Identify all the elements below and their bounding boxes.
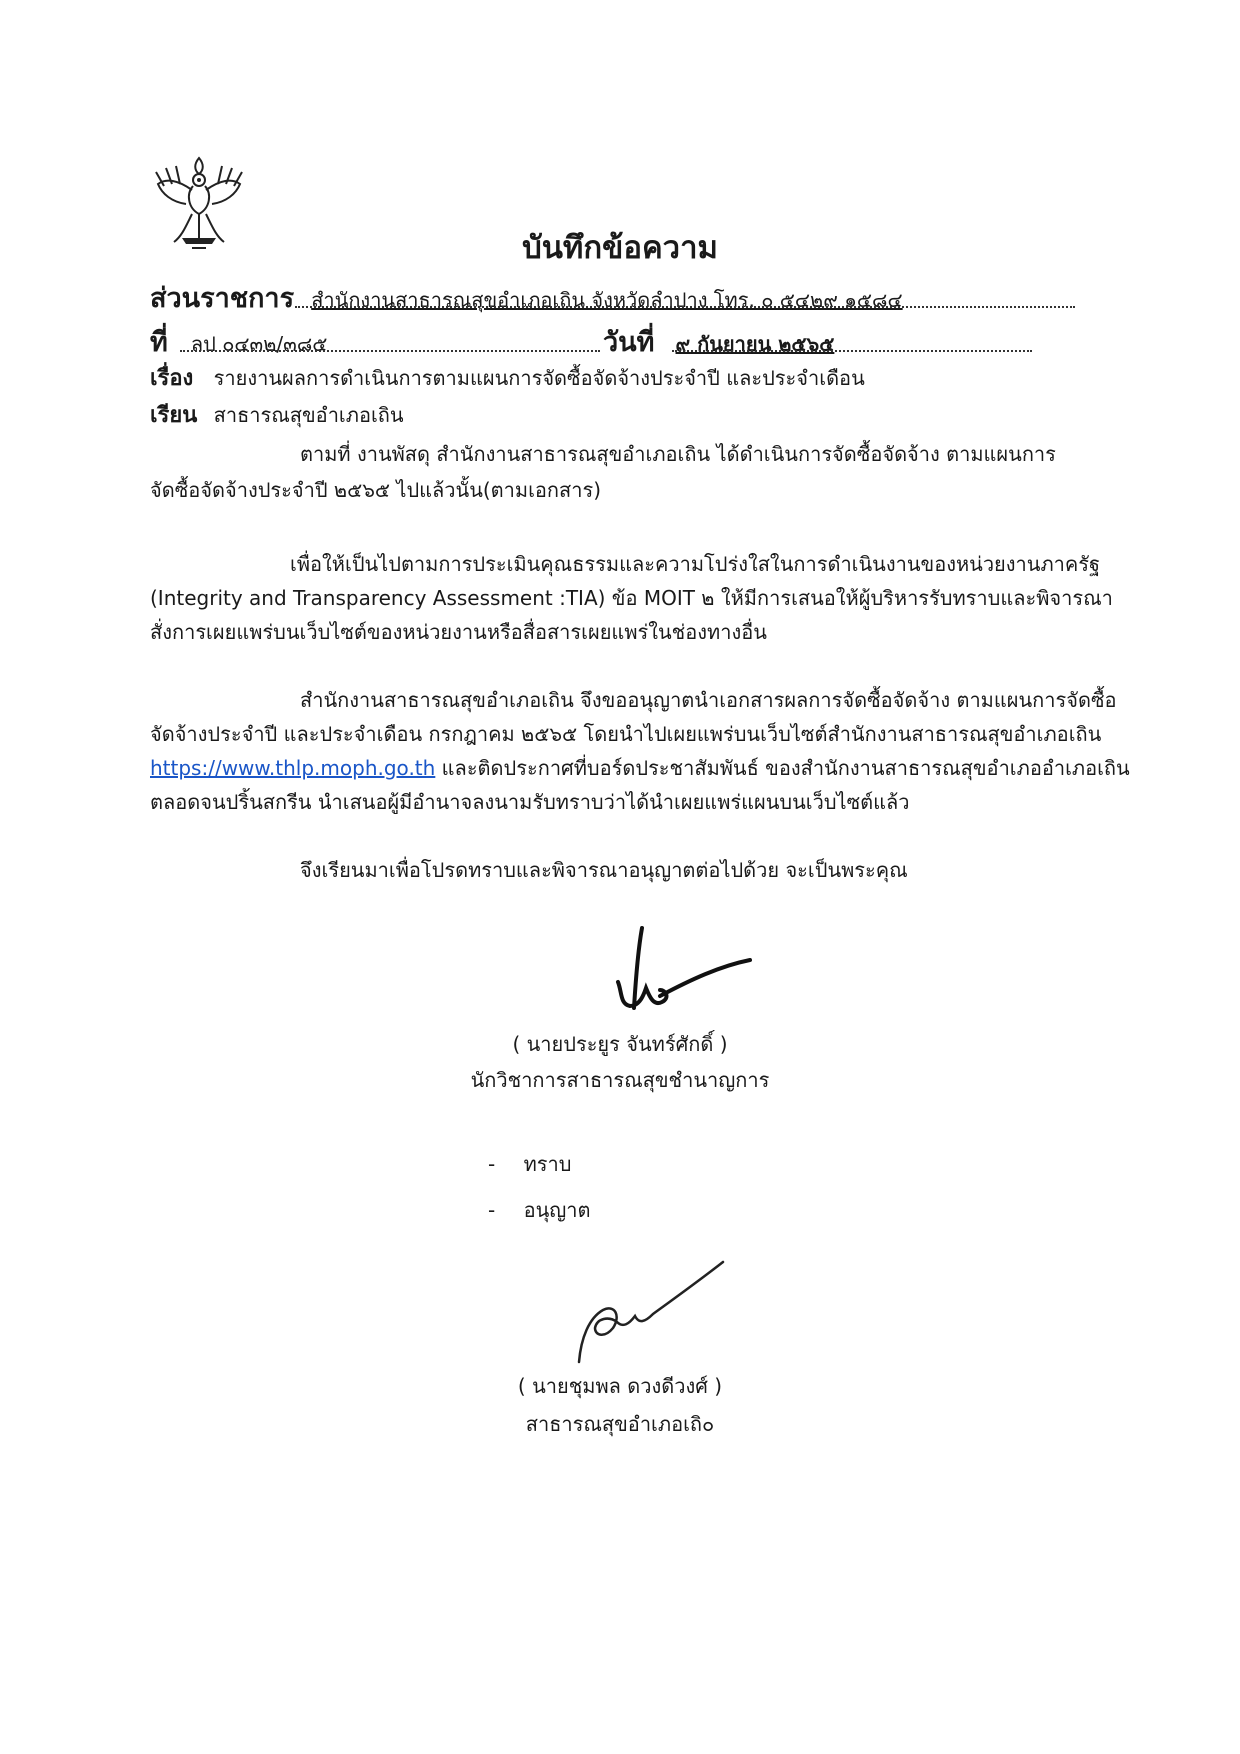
paragraph3-line3-rest: และติดประกาศที่บอร์ดประชาสัมพันธ์ ของสำนักงานสาธารณสุขอำเภออำเภอเถิน	[435, 756, 1130, 780]
paragraph1-line2: จัดซื้อจัดจ้างประจำปี ๒๕๖๕ ไปแล้วนั้น(ตามเอกสาร)	[150, 478, 602, 502]
to-value: สาธารณสุขอำเภอเถิน	[213, 403, 404, 427]
ref-dotted-line	[180, 350, 600, 352]
signature-1	[600, 920, 760, 1020]
date-value: ๙ กันยายน ๒๕๖๕	[675, 332, 835, 356]
signer2-name: ( นายชุมพล ดวงดีวงศ์ )	[517, 1374, 723, 1398]
paragraph3-line1: สำนักงานสาธารณสุขอำเภอเถิน จึงขออนุญาตนำเอกสารผลการจัดซื้อจัดจ้าง ตามแผนการจัดซื้อ	[300, 688, 1117, 712]
website-link[interactable]: https://www.thlp.moph.go.th	[150, 756, 436, 780]
option-dash: -	[488, 1152, 496, 1176]
agency-label: ส่วนราชการ	[150, 283, 295, 314]
memo-title: บันทึกข้อความ	[522, 230, 718, 266]
ref-value: ลป ๐๔๓๒/๓๘๕	[190, 332, 328, 356]
signature-2	[565, 1258, 735, 1368]
ref-label: ที่	[150, 327, 168, 358]
option-label: อนุญาต	[523, 1198, 591, 1222]
option-label: ทราบ	[523, 1152, 572, 1176]
signer2-position: สาธารณสุขอำเภอเถิ๐	[525, 1412, 715, 1436]
option-dash: -	[488, 1198, 496, 1222]
paragraph3-line4: ตลอดจนปริ้นสกรีน นำเสนอผู้มีอำนาจลงนามรับทราบว่าได้นำเผยแพร่แผนบนเว็บไซต์แล้ว	[150, 790, 910, 814]
paragraph3-line2: จัดจ้างประจำปี และประจำเดือน กรกฎาคม ๒๕๖๕ โดยนำไปเผยแพร่บนเว็บไซต์สำนักงานสาธารณสุขอำเภอเถิน	[150, 722, 1102, 746]
paragraph3-line3	[150, 752, 1130, 785]
subject-value: รายงานผลการดำเนินการตามแผนการจัดซื้อจัดจ้างประจำปี และประจำเดือน	[213, 366, 865, 390]
agency-row	[150, 276, 903, 319]
to-label: เรียน	[150, 403, 198, 428]
paragraph2-line2: (Integrity and Transparency Assessment :TIA) ข้อ MOIT ๒ ให้มีการเสนอให้ผู้บริหารรับทราบและพิจารณา	[150, 586, 1113, 610]
to-row	[150, 399, 404, 432]
signer1-position: นักวิชาการสาธารณสุขชำนาญการ	[470, 1068, 770, 1092]
paragraph1-line1: ตามที่ งานพัสดุ สำนักงานสาธารณสุขอำเภอเถิน ได้ดำเนินการจัดซื้อจัดจ้าง ตามแผนการ	[300, 442, 1056, 466]
closing-line: จึงเรียนมาเพื่อโปรดทราบและพิจารณาอนุญาตต่อไปด้วย จะเป็นพระคุณ	[300, 858, 908, 882]
date-dotted-line	[672, 350, 1032, 352]
ref-row	[150, 320, 327, 363]
subject-label: เรื่อง	[150, 366, 194, 391]
agency-value: สำนักงานสาธารณสุขอำเภอเถิน จังหวัดลำปาง โทร. ๐ ๕๔๒๙ ๑๕๘๔	[311, 288, 903, 312]
option-acknowledge	[488, 1148, 571, 1181]
paragraph2-line1: เพื่อให้เป็นไปตามการประเมินคุณธรรมและความโปร่งใสในการดำเนินงานของหน่วยงานภาครัฐ	[290, 552, 1101, 576]
date-row	[603, 320, 834, 363]
paragraph2-line3: สั่งการเผยแพร่บนเว็บไซต์ของหน่วยงานหรือสื่อสารเผยแพร่ในช่องทางอื่น	[150, 620, 767, 644]
date-label: วันที่	[603, 327, 655, 358]
option-approve	[488, 1194, 591, 1227]
signer1-name: ( นายประยูร จันทร์ศักดิ์ )	[512, 1032, 728, 1056]
subject-row	[150, 362, 865, 395]
agency-dotted-line	[295, 306, 1075, 308]
